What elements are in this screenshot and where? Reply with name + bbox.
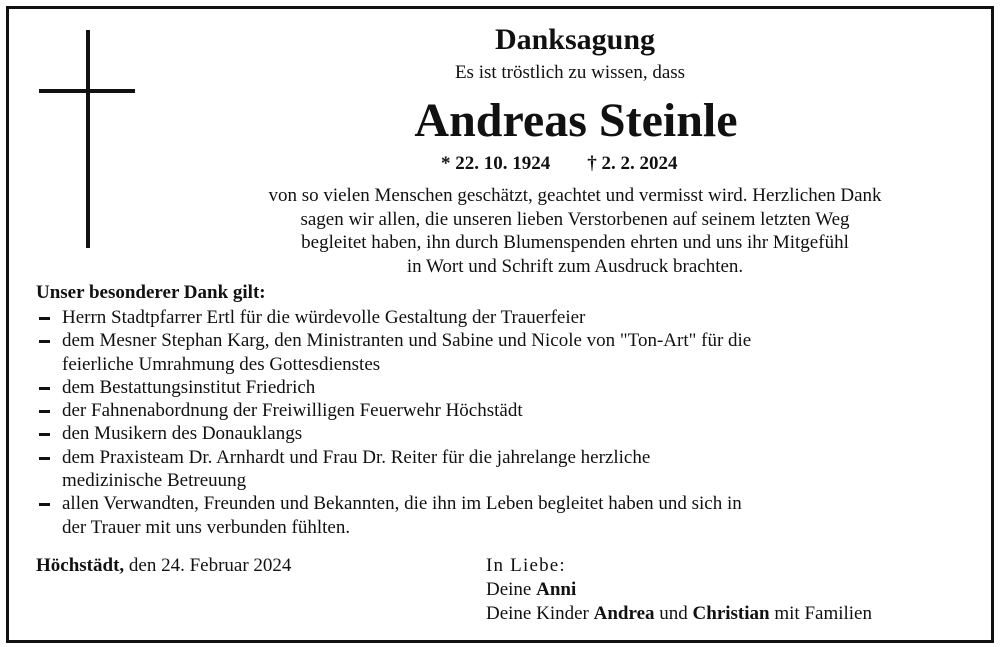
list-item	[36, 306, 966, 329]
list-item	[36, 329, 966, 376]
list-item-line: den Musikern des Donauklangs	[62, 423, 303, 445]
list-item-line: allen Verwandten, Freunden und Bekannten, die ihn im Leben begleitet haben und sich in	[62, 493, 742, 515]
notice-message	[180, 184, 970, 278]
message-line: begleitet haben, ihn durch Blumenspenden ehrten und uns ihr Mitgefühl	[301, 232, 849, 253]
message-line: in Wort und Schrift zum Ausdruck brachten.	[406, 255, 744, 277]
conjunction: und	[654, 603, 693, 624]
dash-icon	[39, 410, 50, 413]
children-line	[486, 602, 872, 626]
list-item	[36, 422, 966, 445]
list-item-line: der Fahnenabordnung der Freiwilligen Feuerwehr Höchstädt	[62, 400, 523, 422]
list-item-line: dem Praxisteam Dr. Arnhardt und Frau Dr. Reiter für die jahrelange herzliche	[62, 446, 651, 468]
thanks-list	[36, 306, 966, 539]
wife-prefix: Deine	[486, 579, 537, 600]
list-item-line: dem Bestattungsinstitut Friedrich	[62, 376, 316, 398]
list-item-line: dem Mesner Stephan Karg, den Ministranten und Sabine und Nicole von "Ton-Art" für die	[62, 330, 752, 352]
list-item	[36, 492, 966, 539]
dash-icon	[39, 387, 50, 390]
life-dates	[441, 152, 678, 176]
list-item	[36, 399, 966, 422]
list-item-line: Herrn Stadtpfarrer Ertl für die würdevolle Gestaltung der Trauerfeier	[62, 307, 586, 328]
place-and-date	[36, 554, 291, 578]
list-item-line: feierliche Umrahmung des Gottesdienstes	[62, 353, 381, 375]
child-name: Christian	[692, 603, 770, 624]
list-item-line: der Trauer mit uns verbunden fühlten.	[62, 516, 351, 538]
child-name: Andrea	[593, 603, 655, 624]
wife-name: Anni	[536, 579, 577, 600]
thanks-heading: Unser besonderer Dank gilt:	[36, 282, 266, 303]
message-line: sagen wir allen, die unseren lieben Verstorbenen auf seinem letzten Weg	[300, 208, 850, 230]
place: Höchstädt,	[36, 555, 125, 576]
dash-icon	[39, 340, 50, 343]
children-suffix: mit Familien	[769, 603, 872, 624]
deceased-name: Andreas Steinle	[414, 94, 738, 147]
wife-line	[486, 578, 872, 602]
dash-icon	[39, 433, 50, 436]
date: den 24. Februar 2024	[124, 555, 292, 576]
message-line: von so vielen Menschen geschätzt, geachtet und vermisst wird. Herzlichen Dank	[268, 185, 882, 206]
list-item	[36, 446, 966, 493]
signature-block	[486, 554, 872, 626]
list-item-line: medizinische Betreuung	[62, 470, 247, 492]
closing-line: In Liebe:	[486, 555, 566, 576]
children-prefix: Deine Kinder	[486, 603, 594, 624]
notice-heading: Danksagung	[494, 23, 656, 56]
dash-icon	[39, 503, 50, 506]
death-date: † 2. 2. 2024	[587, 153, 678, 174]
birth-date: * 22. 10. 1924	[441, 153, 551, 174]
dash-icon	[39, 457, 50, 460]
list-item	[36, 376, 966, 399]
notice-intro: Es ist tröstlich zu wissen, dass	[454, 62, 686, 83]
dash-icon	[39, 317, 50, 320]
